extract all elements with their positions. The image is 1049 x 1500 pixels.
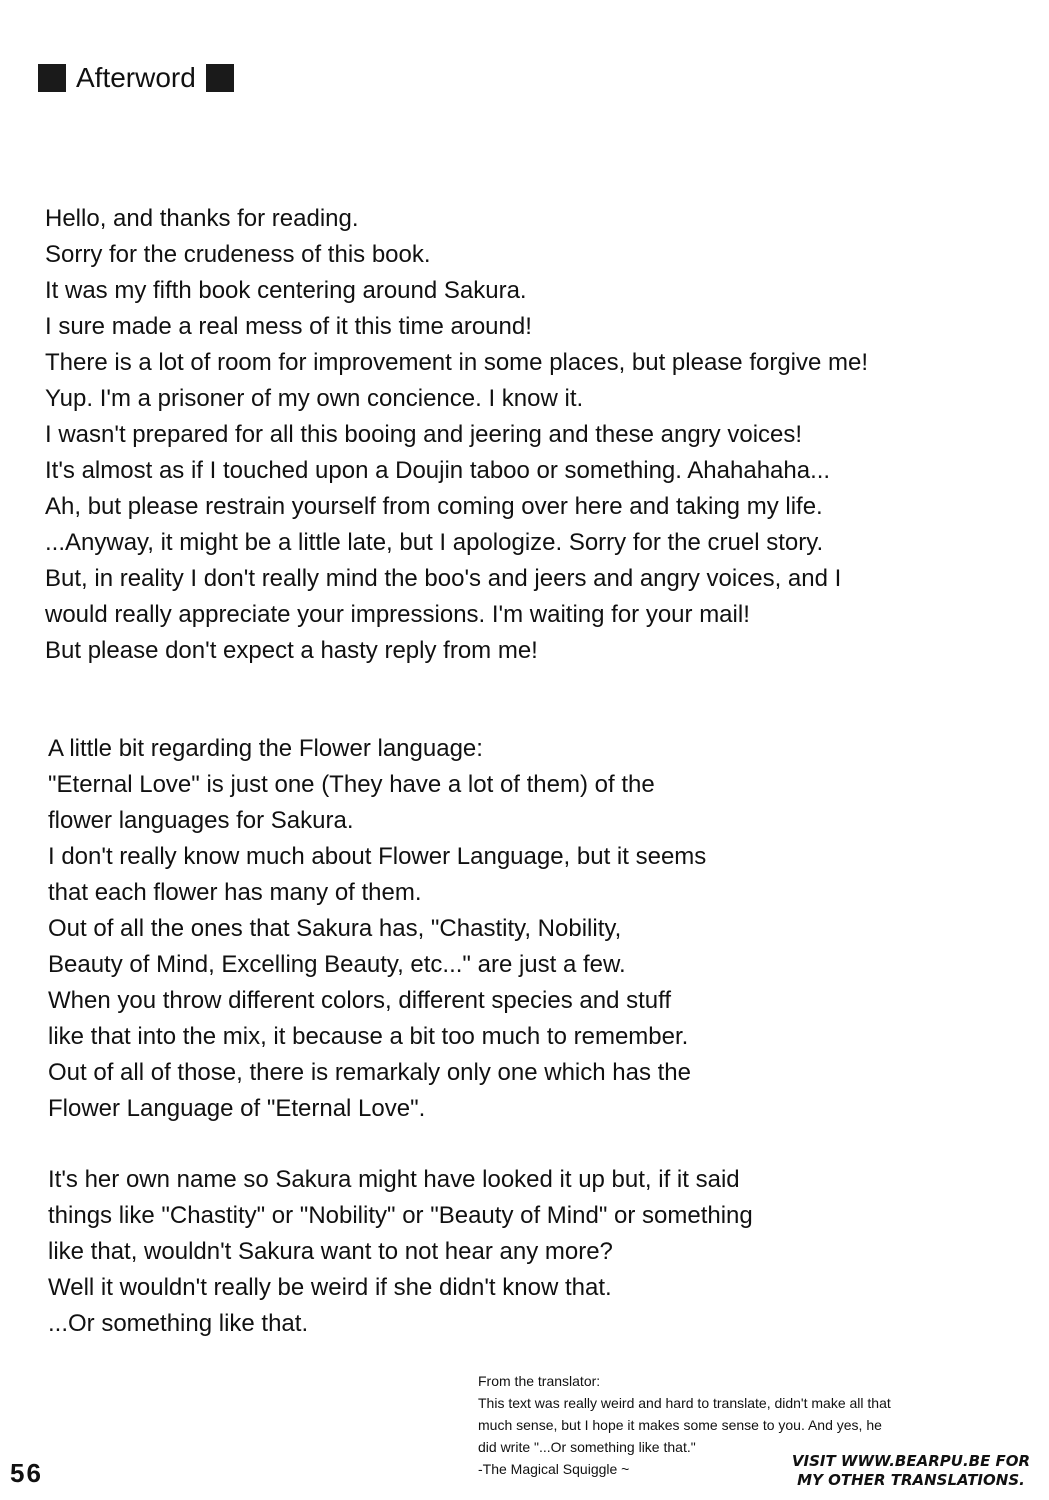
text-line: I sure made a real mess of it this time around! <box>45 313 532 340</box>
page-title: Afterword <box>76 62 196 93</box>
text-line: Ah, but please restrain yourself from coming over here and taking my life. <box>45 493 823 520</box>
black-square-icon <box>38 64 66 92</box>
text-line: It was my fifth book centering around Sakura. <box>45 277 527 304</box>
visit-notice-line: MY OTHER TRANSLATIONS. <box>797 1471 1025 1489</box>
text-line: Yup. I'm a prisoner of my own concience. I know it. <box>45 385 584 412</box>
visit-notice-line: VISIT WWW.BEARPU.BE FOR <box>791 1452 1031 1470</box>
text-line: like that into the mix, it because a bit too much to remember. <box>48 1023 689 1050</box>
text-line: Well it wouldn't really be weird if she didn't know that. <box>48 1274 612 1301</box>
text-line: There is a lot of room for improvement in some places, but please forgive me! <box>45 349 869 376</box>
text-line: A little bit regarding the Flower language: <box>48 735 483 762</box>
text-line: Out of all the ones that Sakura has, "Chastity, Nobility, <box>48 915 622 942</box>
text-line: It's almost as if I touched upon a Doujin taboo or something. Ahahahaha... <box>45 457 831 484</box>
page-number: 56 <box>10 1458 43 1488</box>
text-line: I wasn't prepared for all this booing and jeering and these angry voices! <box>45 421 803 448</box>
text-line: I don't really know much about Flower Language, but it seems <box>48 843 707 870</box>
afterword-paragraph-1 <box>45 201 868 669</box>
note-line: -The Magical Squiggle ~ <box>478 1461 630 1477</box>
text-line: that each flower has many of them. <box>48 879 422 906</box>
text-line: things like "Chastity" or "Nobility" or "Beauty of Mind" or something <box>48 1202 753 1229</box>
note-line: did write "...Or something like that." <box>478 1439 696 1455</box>
note-line: From the translator: <box>478 1373 601 1389</box>
text-line: "Eternal Love" is just one (They have a lot of them) of the <box>48 771 655 798</box>
black-square-icon <box>206 64 234 92</box>
afterword-paragraph-3 <box>48 1162 753 1342</box>
text-line: But please don't expect a hasty reply from me! <box>45 637 538 664</box>
text-line: Flower Language of "Eternal Love". <box>48 1095 426 1122</box>
text-line: like that, wouldn't Sakura want to not hear any more? <box>48 1238 613 1265</box>
note-line: much sense, but I hope it makes some sense to you. And yes, he <box>478 1417 882 1433</box>
text-line: But, in reality I don't really mind the boo's and jeers and angry voices, and I <box>45 565 842 592</box>
text-line: When you throw different colors, different species and stuff <box>48 987 672 1014</box>
text-line: flower languages for Sakura. <box>48 807 354 834</box>
text-line: It's her own name so Sakura might have looked it up but, if it said <box>48 1166 740 1193</box>
text-line: Beauty of Mind, Excelling Beauty, etc..." are just a few. <box>48 951 626 978</box>
text-line: ...Or something like that. <box>48 1310 309 1337</box>
afterword-paragraph-2 <box>48 731 706 1127</box>
text-line: Sorry for the crudeness of this book. <box>45 241 431 268</box>
afterword-heading <box>38 60 234 96</box>
text-line: Out of all of those, there is remarkaly only one which has the <box>48 1059 691 1086</box>
text-line: Hello, and thanks for reading. <box>45 205 359 232</box>
visit-notice <box>780 1452 1042 1490</box>
text-line: ...Anyway, it might be a little late, but I apologize. Sorry for the cruel story. <box>45 529 824 556</box>
text-line: would really appreciate your impressions. I'm waiting for your mail! <box>45 601 750 628</box>
note-line: This text was really weird and hard to translate, didn't make all that <box>478 1395 891 1411</box>
